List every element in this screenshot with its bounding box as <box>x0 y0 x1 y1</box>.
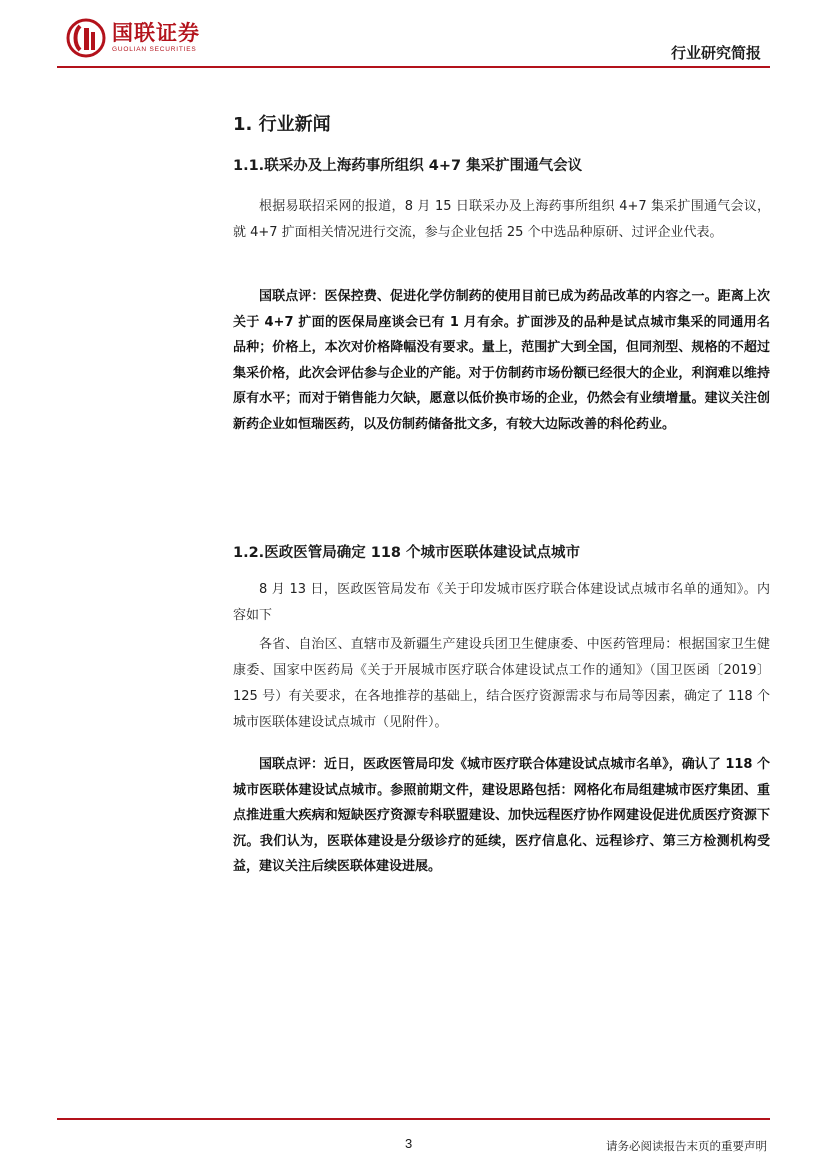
page-header <box>0 0 827 72</box>
report-type-label: 行业研究简报 <box>670 44 761 62</box>
section-title: 1. 行业新闻 <box>233 114 331 135</box>
subsection-1-paragraph: 根据易联招采网的报道，8 月 15 日联采办及上海药事所组织 4+7 集采扩围通气会议，就 4+7 扩面相关情况进行交流，参与企业包括 25 个中选品种原研、过评企业代表。 <box>233 199 770 240</box>
company-logo <box>66 18 200 58</box>
subsection-2-paragraph-1: 8 月 13 日，医政医管局发布《关于印发城市医疗联合体建设试点城市名单的通知》。内容如下 <box>233 582 770 623</box>
logo-english-name: GUOLIAN SECURITIES <box>112 46 197 53</box>
subsection-1-comment: 国联点评：医保控费、促进化学仿制药的使用目前已成为药品改革的内容之一。距离上次关于 4+7 扩面的医保局座谈会已有 1 月有余。扩面涉及的品种是试点城市集采的同通用名品种；价格上，本次对价格降幅没有要求。量上，范围扩大到全国，但同剂型、规格的不超过集采价格，此次会评估参与企业的产能。对于仿制药市场份额已经很大的企业，利润难以维持原有水平；而对于销售能力欠缺，愿意以低价换市场的企业，仍然会有业绩增量。建议关注创新药企业如恒瑞医药，以及仿制药储备批文多，有较大边际改善的科伦药业。 <box>233 289 770 432</box>
subsection-2-comment: 国联点评：近日，医政医管局印发《城市医疗联合体建设试点城市名单》，确认了 118 个城市医联体建设试点城市。参照前期文件，建设思路包括：网格化布局组建城市医疗集团、重点推进重大疾病和短缺医疗资源专科联盟建设、加快远程医疗协作网建设促进优质医疗资源下沉。我们认为，医联体建设是分级诊疗的延续，医疗信息化、远程诊疗、第三方检测机构受益，建议关注后续医联体建设进展。 <box>233 757 770 874</box>
page-number: 3 <box>405 1136 413 1151</box>
subsection-2-paragraph-2: 各省、自治区、直辖市及新疆生产建设兵团卫生健康委、中医药管理局：根据国家卫生健康委、国家中医药局《关于开展城市医疗联合体建设试点工作的通知》（国卫医函〔2019〕125 号）有关要求，在各地推荐的基础上，结合医疗资源需求与布局等因素，确定了 118 个城市医联体建设试点城市（见附件）。 <box>233 637 770 730</box>
footer-divider <box>57 1118 770 1120</box>
footer-disclaimer: 请务必阅读报告末页的重要声明 <box>606 1139 767 1153</box>
subsection-2-title: 1.2.医政医管局确定 118 个城市医联体建设试点城市 <box>233 545 581 561</box>
subsection-1-title: 1.1.联采办及上海药事所组织 4+7 集采扩围通气会议 <box>233 158 583 174</box>
guolian-logo-icon <box>66 18 106 58</box>
logo-chinese-name: 国联证券 <box>112 21 200 45</box>
header-divider <box>57 66 770 68</box>
